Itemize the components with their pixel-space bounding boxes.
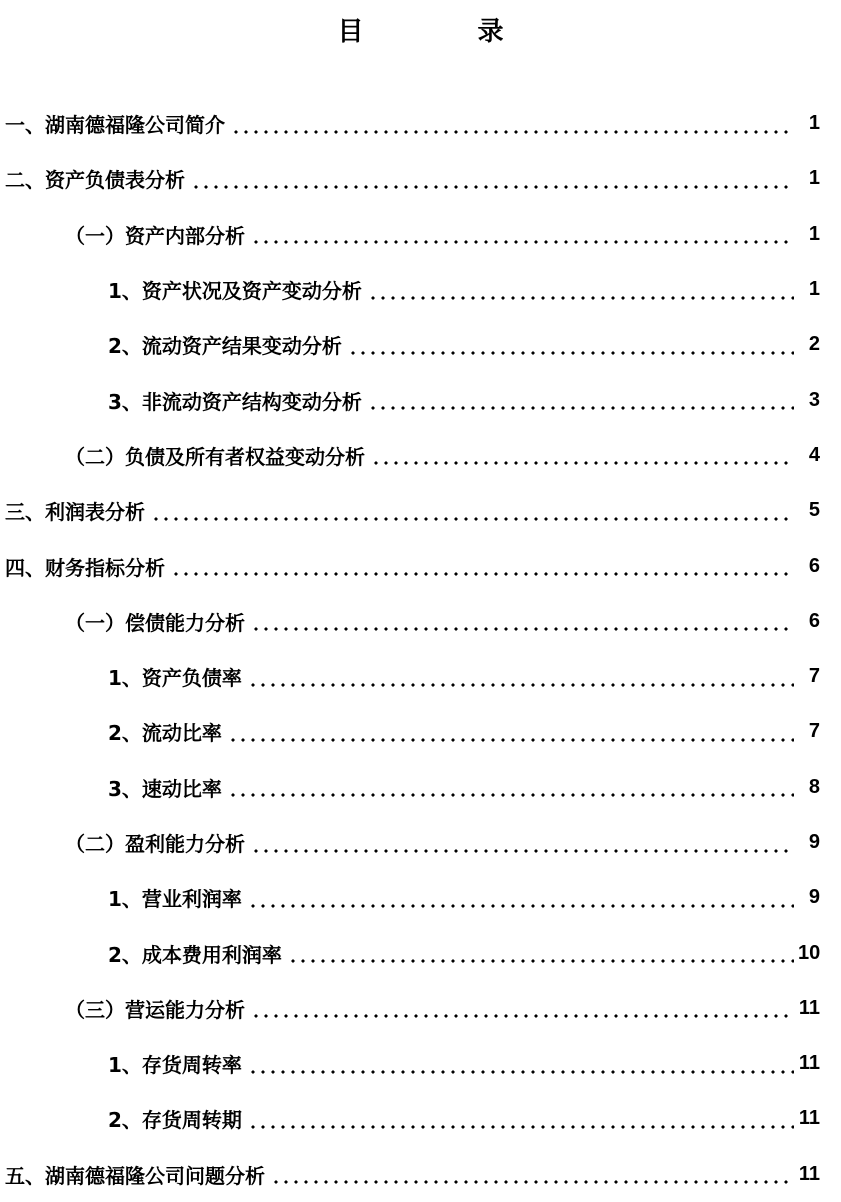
dot-leader [248, 683, 794, 687]
toc-entry-label: 1、资产状况及资产变动分析 [108, 275, 364, 304]
toc-entry[interactable] [0, 1147, 841, 1202]
toc-entry[interactable] [0, 428, 841, 483]
toc-entry-page: 11 [798, 1162, 820, 1185]
page-title: 目 录 [337, 17, 548, 47]
dot-leader [251, 240, 794, 244]
toc-entry[interactable] [0, 760, 841, 815]
toc-entry-page: 5 [808, 499, 820, 522]
table-of-contents [0, 96, 841, 1202]
dot-leader [288, 959, 794, 963]
toc-entry[interactable] [0, 594, 841, 649]
dot-leader [348, 351, 794, 355]
dot-leader [151, 517, 794, 521]
toc-entry-label: 二、资产负债表分析 [5, 164, 187, 193]
toc-entry[interactable] [0, 815, 841, 870]
toc-entry[interactable] [0, 372, 841, 427]
dot-leader [231, 130, 794, 134]
toc-entry[interactable] [0, 870, 841, 925]
toc-entry-label: （二）盈利能力分析 [65, 828, 247, 857]
toc-entry[interactable] [0, 1036, 841, 1091]
toc-entry-label: （二）负债及所有者权益变动分析 [65, 441, 367, 470]
toc-entry-page: 10 [798, 941, 821, 964]
toc-entry[interactable] [0, 649, 841, 704]
toc-entry[interactable] [0, 538, 841, 593]
dot-leader [371, 461, 794, 465]
toc-entry-label: 1、营业利润率 [108, 883, 244, 912]
toc-entry-label: 2、流动比率 [108, 717, 224, 746]
dot-leader [171, 572, 794, 576]
dot-leader [191, 185, 794, 189]
toc-entry[interactable] [0, 483, 841, 538]
toc-entry-page: 7 [808, 720, 820, 743]
toc-entry-page: 1 [808, 278, 820, 301]
dot-leader [251, 1014, 794, 1018]
toc-entry-page: 6 [808, 609, 820, 632]
toc-entry-page: 8 [808, 775, 820, 798]
dot-leader [368, 296, 794, 300]
toc-entry-page: 6 [808, 554, 820, 577]
toc-entry-label: 一、湖南德福隆公司简介 [5, 109, 227, 138]
toc-entry-page: 9 [808, 886, 820, 909]
toc-entry-label: 五、湖南德福隆公司问题分析 [5, 1160, 267, 1189]
toc-entry[interactable] [0, 262, 841, 317]
toc-entry-label: 3、速动比率 [108, 773, 224, 802]
dot-leader [248, 904, 794, 908]
toc-entry[interactable] [0, 704, 841, 759]
dot-leader [228, 793, 794, 797]
toc-entry[interactable] [0, 96, 841, 151]
toc-entry[interactable] [0, 1091, 841, 1146]
toc-entry[interactable] [0, 925, 841, 980]
toc-entry-page: 1 [808, 112, 820, 135]
toc-entry-label: 2、存货周转期 [108, 1104, 244, 1133]
toc-entry-label: （一）资产内部分析 [65, 220, 247, 249]
dot-leader [271, 1180, 794, 1184]
toc-entry[interactable] [0, 207, 841, 262]
dot-leader [228, 738, 794, 742]
toc-entry[interactable] [0, 981, 841, 1036]
toc-entry-page: 7 [808, 665, 820, 688]
toc-entry-label: （三）营运能力分析 [65, 994, 247, 1023]
toc-entry-label: 3、非流动资产结构变动分析 [108, 386, 364, 415]
toc-entry-page: 11 [798, 1052, 820, 1075]
toc-entry-page: 11 [798, 1107, 820, 1130]
toc-entry-label: （一）偿债能力分析 [65, 607, 247, 636]
toc-entry-page: 2 [808, 333, 820, 356]
dot-leader [251, 627, 794, 631]
toc-entry-page: 4 [808, 443, 820, 466]
toc-entry[interactable] [0, 151, 841, 206]
toc-entry-label: 2、流动资产结果变动分析 [108, 330, 344, 359]
toc-entry[interactable] [0, 317, 841, 372]
toc-entry-label: 三、利润表分析 [5, 496, 147, 525]
toc-entry-page: 1 [808, 222, 820, 245]
dot-leader [251, 849, 794, 853]
toc-entry-label: 2、成本费用利润率 [108, 939, 284, 968]
toc-entry-label: 四、财务指标分析 [5, 552, 167, 581]
toc-entry-label: 1、资产负债率 [108, 662, 244, 691]
dot-leader [248, 1125, 794, 1129]
dot-leader [248, 1070, 794, 1074]
toc-entry-page: 11 [798, 996, 820, 1019]
toc-entry-page: 3 [808, 388, 820, 411]
dot-leader [368, 406, 794, 410]
toc-entry-page: 9 [808, 831, 820, 853]
toc-entry-label: 1、存货周转率 [108, 1049, 244, 1078]
toc-entry-page: 1 [808, 167, 820, 190]
